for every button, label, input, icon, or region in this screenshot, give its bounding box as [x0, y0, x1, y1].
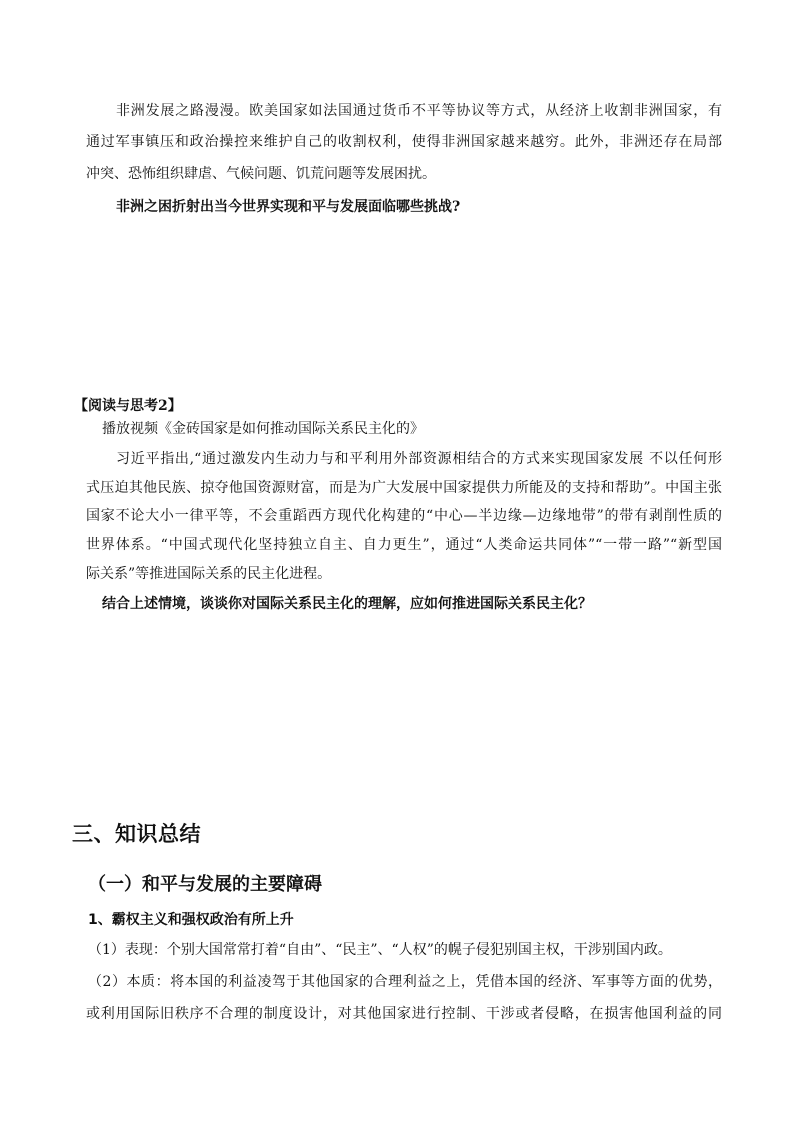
point-heading: 1、霸权主义和强权政治有所上升 — [88, 912, 294, 928]
reading2-video-title: 播放视频《金砖国家是如何推动国际关系民主化的》 — [102, 421, 424, 437]
africa-paragraph-line-1: 非洲发展之路漫漫。欧美国家如法国通过货币不平等协议等方式，从经济上收割非洲国家，有 — [116, 103, 722, 119]
point-performance: （1）表现：个别大国常常打着“自由”、“民主”、“人权”的幌子侵犯别国主权，干涉别国内政。 — [88, 942, 672, 958]
section-title: 三、知识总结 — [72, 822, 201, 846]
africa-question: 非洲之困折射出当今世界实现和平与发展面临哪些挑战? — [116, 199, 461, 215]
reading2-paragraph-line-4: 世界体系。“中国式现代化坚持独立自主、自力更生”，通过“人类命运共同体”“一带一路”“新型国 — [86, 537, 722, 553]
reading2-paragraph-line-3: 国家不论大小一律平等，不会重蹈西方现代化构建的“中心—半边缘—边缘地带”的带有剥削性质的 — [86, 508, 722, 524]
point-essence-line-1: （2）本质：将本国的利益凌驾于其他国家的合理利益之上，凭借本国的经济、军事等方面的优势， — [88, 974, 722, 990]
reading2-paragraph-line-2: 式压迫其他民族、掠夺他国资源财富，而是为广大发展中国家提供力所能及的支持和帮助”。中国主张 — [86, 480, 722, 496]
reading2-paragraph-line-5: 际关系”等推进国际关系的民主化进程。 — [86, 566, 332, 582]
reading2-heading: 【阅读与思考2】 — [74, 398, 182, 414]
reading2-paragraph-line-1: 习近平指出,“通过激发内生动力与和平利用外部资源相结合的方式来实现国家发展 不以任何形 — [116, 451, 722, 467]
reading2-question: 结合上述情境，谈谈你对国际关系民主化的理解，应如何推进国际关系民主化？ — [102, 596, 592, 612]
africa-paragraph-line-3: 冲突、恐怖组织肆虐、气候问题、饥荒问题等发展困扰。 — [86, 166, 436, 182]
africa-paragraph-line-2: 通过军事镇压和政治操控来维护自己的收割权利，使得非洲国家越来越穷。此外，非洲还存在局部 — [86, 134, 722, 150]
point-essence-line-2: 或利用国际旧秩序不合理的制度设计，对其他国家进行控制、干涉或者侵略，在损害他国利益的同 — [86, 1006, 722, 1022]
subsection-title: （一）和平与发展的主要障碍 — [88, 874, 322, 895]
